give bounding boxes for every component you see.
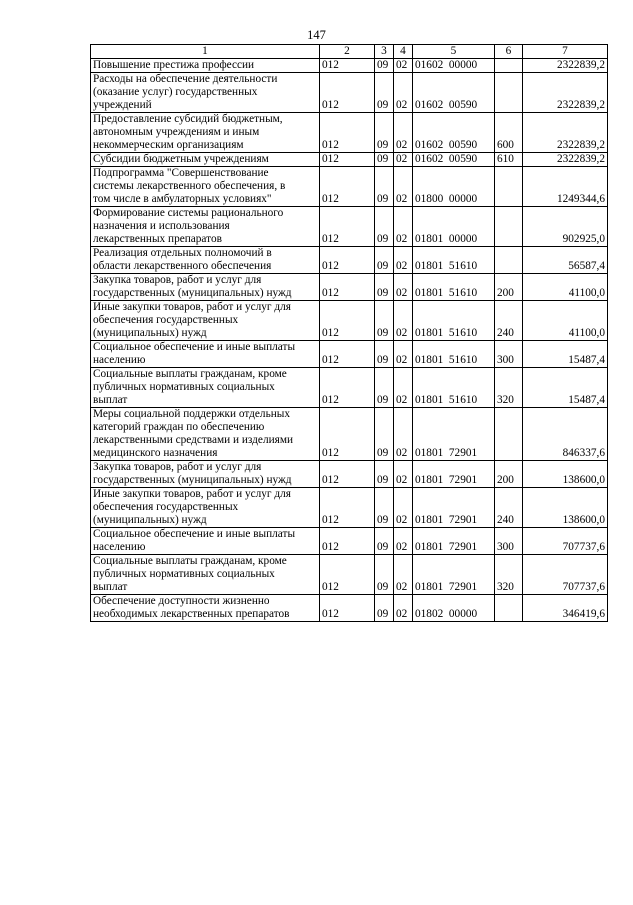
row-expense-type: 200 xyxy=(495,274,523,301)
header-col-2: 2 xyxy=(320,45,375,59)
row-admin-code: 012 xyxy=(320,207,375,247)
row-target-article: 01801 72901 xyxy=(413,555,495,595)
row-expense-type: 610 xyxy=(495,153,523,167)
row-expense-type: 240 xyxy=(495,301,523,341)
row-amount: 346419,6 xyxy=(523,595,608,622)
row-section: 09 xyxy=(375,301,394,341)
row-target-article: 01602 00000 xyxy=(413,59,495,73)
table-row xyxy=(91,341,608,368)
table-row xyxy=(91,59,608,73)
row-target-article: 01801 72901 xyxy=(413,461,495,488)
row-section: 09 xyxy=(375,488,394,528)
row-expense-type xyxy=(495,207,523,247)
row-amount: 138600,0 xyxy=(523,488,608,528)
row-expense-type xyxy=(495,595,523,622)
row-target-article: 01801 51610 xyxy=(413,301,495,341)
row-subsection: 02 xyxy=(394,341,413,368)
header-col-5: 5 xyxy=(413,45,495,59)
row-expense-type: 240 xyxy=(495,488,523,528)
row-admin-code: 012 xyxy=(320,274,375,301)
row-subsection: 02 xyxy=(394,247,413,274)
header-row xyxy=(91,45,608,59)
row-subsection: 02 xyxy=(394,408,413,461)
row-section: 09 xyxy=(375,595,394,622)
row-admin-code: 012 xyxy=(320,461,375,488)
row-subsection: 02 xyxy=(394,488,413,528)
row-expense-type: 600 xyxy=(495,113,523,153)
header-col-3: 3 xyxy=(375,45,394,59)
table-row xyxy=(91,167,608,207)
row-subsection: 02 xyxy=(394,555,413,595)
row-admin-code: 012 xyxy=(320,555,375,595)
table-row xyxy=(91,247,608,274)
row-name: Расходы на обеспечение деятельности (оказание услуг) государственных учреждений xyxy=(91,73,320,113)
row-section: 09 xyxy=(375,59,394,73)
table-row xyxy=(91,368,608,408)
table-row xyxy=(91,153,608,167)
row-target-article: 01602 00590 xyxy=(413,113,495,153)
table-row xyxy=(91,461,608,488)
row-admin-code: 012 xyxy=(320,247,375,274)
row-amount: 2322839,2 xyxy=(523,73,608,113)
row-name: Меры социальной поддержки отдельных категорий граждан по обеспечению лекарственными средствами и изделиями медицинского назначения xyxy=(91,408,320,461)
row-subsection: 02 xyxy=(394,207,413,247)
row-subsection: 02 xyxy=(394,167,413,207)
header-col-7: 7 xyxy=(523,45,608,59)
row-name: Субсидии бюджетным учреждениям xyxy=(91,153,320,167)
table-row xyxy=(91,595,608,622)
row-expense-type xyxy=(495,59,523,73)
row-subsection: 02 xyxy=(394,59,413,73)
row-amount: 15487,4 xyxy=(523,368,608,408)
row-amount: 902925,0 xyxy=(523,207,608,247)
table-row xyxy=(91,528,608,555)
row-target-article: 01602 00590 xyxy=(413,73,495,113)
row-subsection: 02 xyxy=(394,274,413,301)
row-name: Иные закупки товаров, работ и услуг для обеспечения государственных (муниципальных) нужд xyxy=(91,488,320,528)
row-name: Подпрограмма "Совершенствование системы лекарственного обеспечения, в том числе в амбулаторных условиях" xyxy=(91,167,320,207)
row-name: Социальные выплаты гражданам, кроме публичных нормативных социальных выплат xyxy=(91,555,320,595)
row-amount: 2322839,2 xyxy=(523,59,608,73)
row-admin-code: 012 xyxy=(320,301,375,341)
header-col-1: 1 xyxy=(91,45,320,59)
row-expense-type xyxy=(495,167,523,207)
row-target-article: 01801 51610 xyxy=(413,274,495,301)
row-amount: 41100,0 xyxy=(523,301,608,341)
table-row xyxy=(91,408,608,461)
row-subsection: 02 xyxy=(394,301,413,341)
row-amount: 707737,6 xyxy=(523,528,608,555)
row-admin-code: 012 xyxy=(320,341,375,368)
row-section: 09 xyxy=(375,461,394,488)
row-section: 09 xyxy=(375,153,394,167)
row-name: Закупка товаров, работ и услуг для государственных (муниципальных) нужд xyxy=(91,461,320,488)
row-name: Социальные выплаты гражданам, кроме публичных нормативных социальных выплат xyxy=(91,368,320,408)
row-name: Обеспечение доступности жизненно необходимых лекарственных препаратов xyxy=(91,595,320,622)
row-admin-code: 012 xyxy=(320,153,375,167)
row-amount: 15487,4 xyxy=(523,341,608,368)
row-target-article: 01800 00000 xyxy=(413,167,495,207)
row-target-article: 01801 00000 xyxy=(413,207,495,247)
header-col-6: 6 xyxy=(495,45,523,59)
row-admin-code: 012 xyxy=(320,167,375,207)
row-expense-type xyxy=(495,73,523,113)
row-amount: 2322839,2 xyxy=(523,153,608,167)
table-body xyxy=(91,59,608,622)
row-target-article: 01802 00000 xyxy=(413,595,495,622)
row-subsection: 02 xyxy=(394,528,413,555)
row-admin-code: 012 xyxy=(320,368,375,408)
row-target-article: 01602 00590 xyxy=(413,153,495,167)
table-row xyxy=(91,488,608,528)
row-amount: 138600,0 xyxy=(523,461,608,488)
row-expense-type xyxy=(495,247,523,274)
row-section: 09 xyxy=(375,408,394,461)
row-amount: 56587,4 xyxy=(523,247,608,274)
row-section: 09 xyxy=(375,555,394,595)
header-col-4: 4 xyxy=(394,45,413,59)
row-name: Предоставление субсидий бюджетным, автономным учреждениям и иным некоммерческим организациям xyxy=(91,113,320,153)
row-expense-type: 320 xyxy=(495,555,523,595)
table-row xyxy=(91,73,608,113)
row-subsection: 02 xyxy=(394,461,413,488)
row-target-article: 01801 72901 xyxy=(413,528,495,555)
row-target-article: 01801 51610 xyxy=(413,247,495,274)
row-subsection: 02 xyxy=(394,153,413,167)
row-section: 09 xyxy=(375,528,394,555)
row-amount: 1249344,6 xyxy=(523,167,608,207)
table-row xyxy=(91,207,608,247)
row-section: 09 xyxy=(375,73,394,113)
row-target-article: 01801 51610 xyxy=(413,368,495,408)
row-expense-type: 300 xyxy=(495,528,523,555)
row-admin-code: 012 xyxy=(320,528,375,555)
row-admin-code: 012 xyxy=(320,488,375,528)
table-row xyxy=(91,555,608,595)
table-row xyxy=(91,301,608,341)
row-name: Социальное обеспечение и иные выплаты населению xyxy=(91,528,320,555)
row-subsection: 02 xyxy=(394,595,413,622)
row-target-article: 01801 72901 xyxy=(413,488,495,528)
row-name: Формирование системы рационального назначения и использования лекарственных препаратов xyxy=(91,207,320,247)
row-amount: 707737,6 xyxy=(523,555,608,595)
table-row xyxy=(91,113,608,153)
row-name: Закупка товаров, работ и услуг для государственных (муниципальных) нужд xyxy=(91,274,320,301)
row-subsection: 02 xyxy=(394,113,413,153)
row-amount: 41100,0 xyxy=(523,274,608,301)
table-row xyxy=(91,274,608,301)
row-target-article: 01801 51610 xyxy=(413,341,495,368)
row-name: Реализация отдельных полномочий в области лекарственного обеспечения xyxy=(91,247,320,274)
row-amount: 846337,6 xyxy=(523,408,608,461)
row-section: 09 xyxy=(375,341,394,368)
row-admin-code: 012 xyxy=(320,408,375,461)
row-section: 09 xyxy=(375,167,394,207)
row-name: Повышение престижа профессии xyxy=(91,59,320,73)
row-section: 09 xyxy=(375,247,394,274)
row-section: 09 xyxy=(375,274,394,301)
row-admin-code: 012 xyxy=(320,113,375,153)
row-expense-type xyxy=(495,408,523,461)
row-subsection: 02 xyxy=(394,73,413,113)
page-number: 147 xyxy=(307,28,326,42)
budget-table xyxy=(90,44,608,622)
row-name: Социальное обеспечение и иные выплаты населению xyxy=(91,341,320,368)
row-expense-type: 320 xyxy=(495,368,523,408)
row-target-article: 01801 72901 xyxy=(413,408,495,461)
row-expense-type: 200 xyxy=(495,461,523,488)
row-subsection: 02 xyxy=(394,368,413,408)
row-admin-code: 012 xyxy=(320,73,375,113)
row-admin-code: 012 xyxy=(320,59,375,73)
row-section: 09 xyxy=(375,113,394,153)
row-section: 09 xyxy=(375,368,394,408)
row-admin-code: 012 xyxy=(320,595,375,622)
row-section: 09 xyxy=(375,207,394,247)
row-amount: 2322839,2 xyxy=(523,113,608,153)
row-name: Иные закупки товаров, работ и услуг для обеспечения государственных (муниципальных) нужд xyxy=(91,301,320,341)
row-expense-type: 300 xyxy=(495,341,523,368)
